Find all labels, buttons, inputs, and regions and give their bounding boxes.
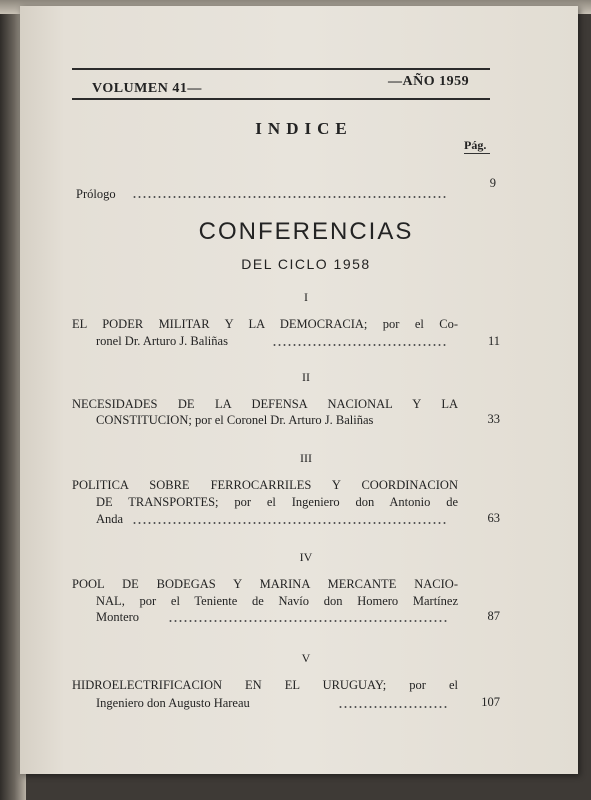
entry-title-line: NECESIDADES DE LA DEFENSA NACIONAL Y LA (72, 397, 458, 411)
header-rule-bottom (72, 98, 490, 100)
entry-title-line: ronel Dr. Arturo J. Baliñas (96, 334, 228, 348)
entry-page: 63 (487, 511, 500, 525)
page-column-underline (464, 153, 490, 154)
entry-numeral: II (302, 370, 310, 384)
header-rule-top (72, 68, 490, 70)
entry-title-line: HIDROELECTRIFICACION EN EL URUGUAY; por el (72, 678, 458, 692)
year-label: —AÑO 1959 (388, 74, 470, 89)
entry-title-line: CONSTITUCION; por el Coronel Dr. Arturo J. Baliñas (96, 413, 374, 427)
section-subtitle: DEL CICLO 1958 (241, 256, 371, 272)
volume-label: VOLUMEN 41— (92, 81, 202, 96)
entry-numeral: V (301, 651, 311, 665)
entry-numeral: IV (299, 550, 313, 564)
entry-page: 87 (487, 609, 500, 623)
entry-leader (168, 620, 448, 622)
entry-page: 33 (487, 412, 500, 426)
entry-leader (338, 706, 448, 708)
entry-title-line: POOL DE BODEGAS Y MARINA MERCANTE NACIO- (72, 577, 458, 591)
entry-title-line: NAL, por el Teniente de Navío don Homero Martínez (96, 594, 458, 608)
book-page (20, 6, 578, 774)
entry-numeral: I (304, 290, 308, 304)
section-title: CONFERENCIAS (198, 218, 414, 245)
entry-title-line: Montero (96, 610, 140, 624)
entry-title-line: EL PODER MILITAR Y LA DEMOCRACIA; por el Co- (72, 317, 458, 331)
entry-title-line: Anda (96, 512, 124, 526)
entry-title-line: POLITICA SOBRE FERROCARRILES Y COORDINACION (72, 478, 458, 492)
prologue-leader (132, 196, 448, 198)
entry-page: 107 (481, 695, 500, 709)
entry-numeral: III (300, 451, 312, 465)
entry-title-line: DE TRANSPORTES; por el Ingeniero don Antonio de (96, 495, 458, 509)
entry-leader (272, 344, 448, 346)
prologue-page: 9 (489, 176, 496, 190)
entry-title-line: Ingeniero don Augusto Hareau (96, 696, 250, 710)
entry-page: 11 (487, 334, 500, 348)
index-title: INDICE (255, 119, 353, 138)
prologue-label: Prólogo (76, 187, 116, 201)
page-column-label: Pág. (464, 138, 487, 152)
entry-leader (132, 522, 448, 524)
